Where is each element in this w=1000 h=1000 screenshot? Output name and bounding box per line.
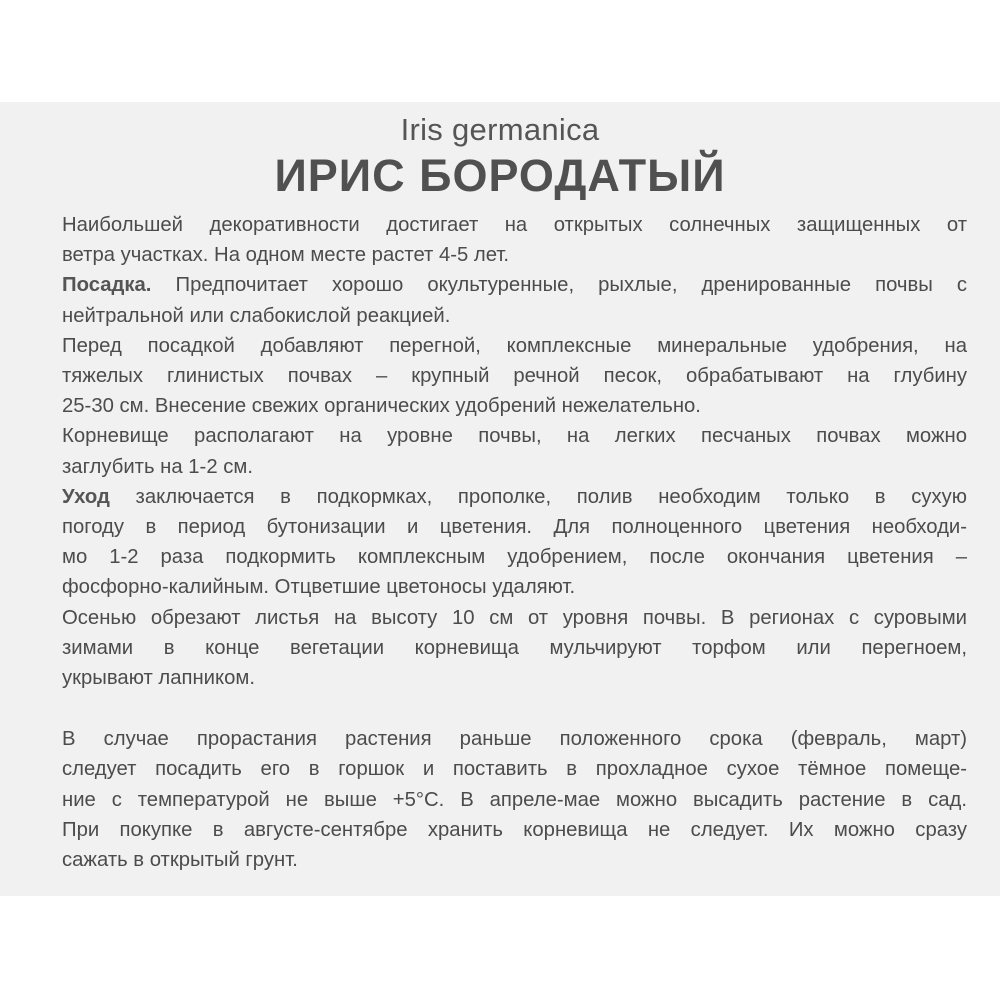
text-line: Корневище располагают на уровне почвы, на легких песчаных почвах можно: [62, 425, 967, 448]
text-line: Осенью обрезают листья на высоту 10 см от уровня почвы. В регионах с суровыми: [62, 606, 967, 629]
text-line: ние с температурой не выше +5°С. В апреле-мае можно высадить растение в сад.: [62, 788, 967, 811]
description-text: [62, 210, 967, 875]
text-segment: заключается в подкормках, прополке, полив необходим только в сухую: [109, 485, 967, 508]
text-line: нейтральной или слабокислой реакцией.: [62, 304, 451, 327]
page-title: ИРИС БОРОДАТЫЙ: [274, 150, 726, 201]
text-line: ветра участках. На одном месте растет 4-5 лет.: [62, 244, 510, 267]
text-line: При покупке в августе-сентябре хранить корневища не следует. Их можно сразу: [62, 818, 967, 841]
text-line: сажать в открытый грунт.: [62, 849, 298, 872]
text-segment: Предпочитает хорошо окультуренные, рыхлые, дренированные почвы с: [151, 274, 967, 297]
paragraph-gap: [62, 693, 967, 724]
text-line: погоду в период бутонизации и цветения. Для полноценного цветения необходи-: [62, 516, 967, 539]
text-line: [62, 482, 967, 512]
care-heading: Уход: [62, 485, 110, 508]
text-line: заглубить на 1-2 см.: [62, 455, 253, 478]
text-line: мо 1-2 раза подкормить комплексным удобрением, после окончания цветения –: [62, 546, 967, 569]
text-line: Наибольшей декоративности достигает на открытых солнечных защищенных от: [62, 214, 967, 236]
text-line: 25-30 см. Внесение свежих органических удобрений нежелательно.: [62, 395, 701, 418]
text-line: следует посадить его в горшок и поставить в прохладное сухое тёмное помеще-: [62, 758, 967, 781]
planting-heading: Посадка.: [62, 274, 152, 297]
latin-name: Iris germanica: [400, 112, 600, 147]
text-line: [62, 270, 967, 300]
text-line: укрывают лапником.: [62, 667, 255, 690]
text-line: Перед посадкой добавляют перегной, комплексные минеральные удобрения, на: [62, 334, 967, 357]
text-line: В случае прорастания растения раньше положенного срока (февраль, март): [62, 728, 967, 751]
text-line: зимами в конце вегетации корневища мульчируют торфом или перегноем,: [62, 636, 967, 659]
text-line: фосфорно-калийным. Отцветшие цветоносы удаляют.: [62, 576, 576, 599]
text-line: тяжелых глинистых почвах – крупный речной песок, обрабатывают на глубину: [62, 365, 967, 388]
